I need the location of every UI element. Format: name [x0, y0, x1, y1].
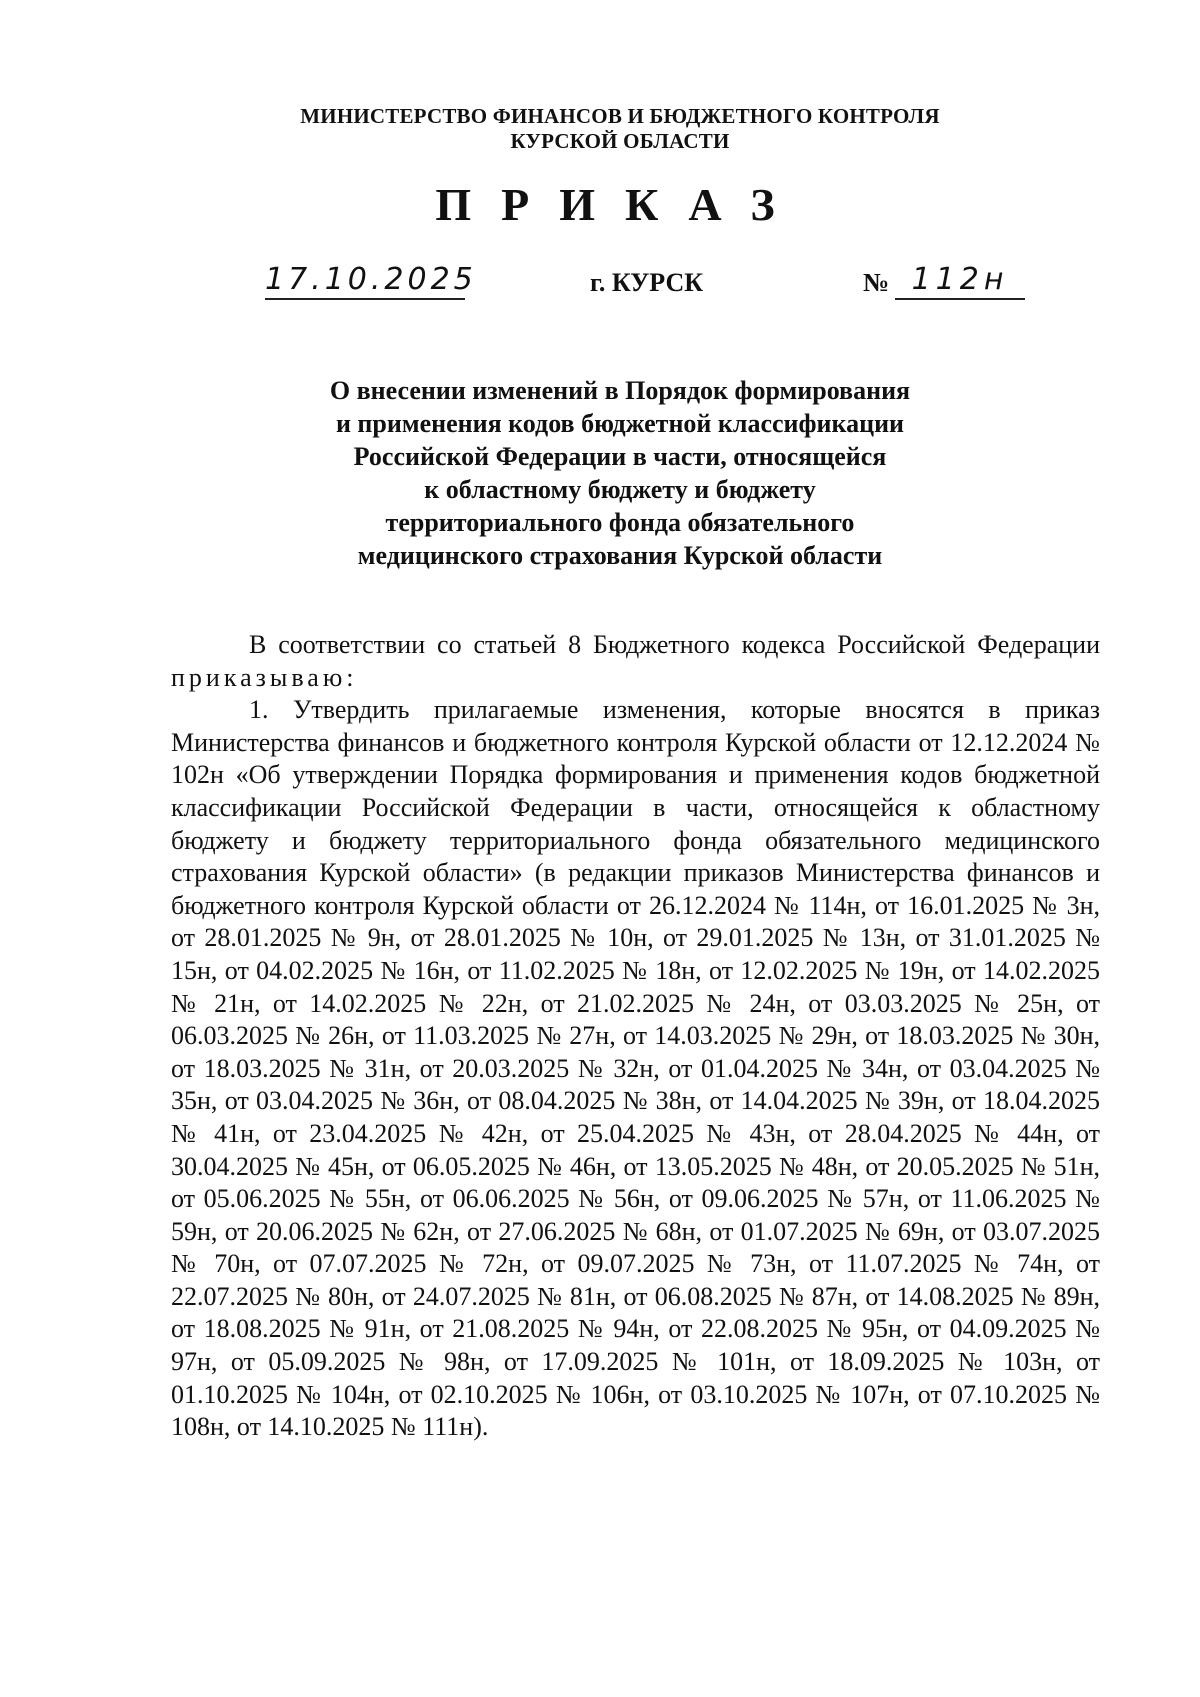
document-date: 17.10.2025 — [265, 262, 465, 300]
document-city: г. КУРСК — [590, 268, 704, 297]
preamble-text: В соответствии со статьей 8 Бюджетного кодекса Российской Федерации — [249, 630, 1100, 659]
ministry-name-line2: КУРСКОЙ ОБЛАСТИ — [510, 129, 730, 153]
title-line: к областному бюджету и бюджету — [424, 475, 816, 504]
ministry-name-line1: МИНИСТЕРСТВО ФИНАНСОВ И БЮДЖЕТНОГО КОНТРОЛЯ — [300, 104, 940, 128]
document-body — [171, 629, 1100, 1444]
title-line: медицинского страхования Курской области — [357, 541, 883, 570]
item-1-paragraph: 1. Утвердить прилагаемые изменения, которые вносятся в приказ Министерства финансов и бюджетного контроля Курской области от 12.12.2024 № 102н «Об утверждении Порядка формирования и применения кодов бюджетной классификации Российской Федерации в части, относящейся к областному бюджету и бюджету территориального фонда обязательного медицинского страхования Курской области» (в редакции приказов Министерства финансов и бюджетного контроля Курской области от 26.12.2024 № 114н, от 16.01.2025 № 3н, от 28.01.2025 № 9н, от 28.01.2025 № 10н, от 29.01.2025 № 13н, от 31.01.2025 № 15н, от 04.02.2025 № 16н, от 11.02.2025 № 18н, от 12.02.2025 № 19н, от 14.02.2025 № 21н, от 14.02.2025 № 22н, от 21.02.2025 № 24н, от 03.03.2025 № 25н, от 06.03.2025 № 26н, от 11.03.2025 № 27н, от 14.03.2025 № 29н, от 18.03.2025 № 30н, от 18.03.2025 № 31н, от 20.03.2025 № 32н, от 01.04.2025 № 34н, от 03.04.2025 № 35н, от 03.04.2025 № 36н, от 08.04.2025 № 38н, от 14.04.2025 № 39н, от 18.04.2025 № 41н, от 23.04.2025 № 42н, от 25.04.2025 № 43н, от 28.04.2025 № 44н, от 30.04.2025 № 45н, от 06.05.2025 № 46н, от 13.05.2025 № 48н, от 20.05.2025 № 51н, от 05.06.2025 № 55н, от 06.06.2025 № 56н, от 09.06.2025 № 57н, от 11.06.2025 № 59н, от 20.06.2025 № 62н, от 27.06.2025 № 68н, от 01.07.2025 № 69н, от 03.07.2025 № 70н, от 07.07.2025 № 72н, от 09.07.2025 № 73н, от 11.07.2025 № 74н, от 22.07.2025 № 80н, от 24.07.2025 № 81н, от 06.08.2025 № 87н, от 14.08.2025 № 89н, от 18.08.2025 № 91н, от 21.08.2025 № 94н, от 22.08.2025 № 95н, от 04.09.2025 № 97н, от 05.09.2025 № 98н, от 17.09.2025 № 101н, от 18.09.2025 № 103н, от 01.10.2025 № 104н, от 02.10.2025 № 106н, от 03.10.2025 № 107н, от 07.10.2025 № 108н, от 14.10.2025 № 111н). — [171, 695, 1100, 1442]
document-requisites — [0, 262, 1200, 312]
title-line: О внесении изменений в Порядок формирования — [329, 376, 911, 405]
title-line: Российской Федерации в части, относящейся — [353, 442, 887, 471]
preamble-paragraph — [171, 629, 1100, 694]
order-keyword: приказываю: — [171, 662, 358, 692]
number-sign: № — [863, 268, 890, 297]
title-line: и применения кодов бюджетной классификации — [335, 409, 905, 438]
document-number: 112н — [895, 262, 1025, 300]
document-title — [0, 374, 1200, 572]
ministry-heading — [0, 104, 1200, 154]
document-type: ПРИКАЗ — [435, 179, 805, 230]
title-line: территориального фонда обязательного — [385, 508, 855, 537]
